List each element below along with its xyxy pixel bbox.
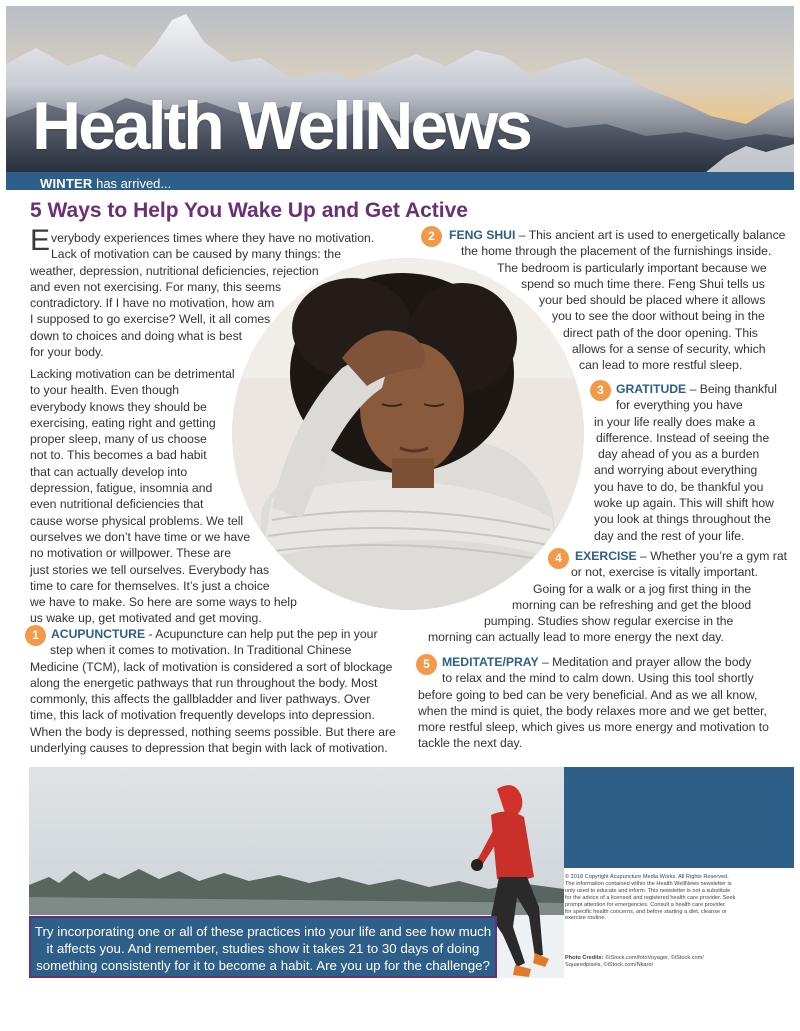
tip-text: – This ancient art is used to energetically balance [515, 228, 786, 242]
credits-text: ©iStock.com/fotoVoyager, ©iStock.com/ [603, 955, 704, 961]
tip-line: pumping. Studies show regular exercise in the [484, 614, 734, 629]
paragraph-line: that can actually develop into [30, 464, 188, 479]
challenge-callout [29, 916, 497, 978]
tip-text: – Being thankful [686, 382, 777, 396]
tip-line: day and the rest of your life. [594, 528, 745, 543]
tip-acupuncture [30, 626, 396, 756]
tip-line: allows for a sense of security, which [572, 342, 766, 357]
paragraph-line: we have to make. So here are some ways to help [30, 595, 297, 610]
season-banner-text [40, 176, 171, 190]
tip-line: direct path of the door opening. This [563, 325, 758, 340]
paragraph-line: exercising, eating right and getting [30, 415, 216, 430]
article-headline: 5 Ways to Help You Wake Up and Get Active [30, 199, 468, 222]
tip-number-badge: 1 [25, 625, 46, 646]
tip-line: day ahead of you as a burden [598, 447, 760, 462]
tip-title: MEDITATE/PRAY [442, 655, 539, 669]
tip-line [30, 626, 396, 642]
intro-line: and even not exercising. For many, this seems [30, 279, 282, 294]
credits-label: Photo Credits: [565, 955, 604, 961]
masthead-title: Health WellNews [32, 88, 530, 164]
tip-line: and worrying about everything [594, 463, 758, 478]
paragraph-line: depression, fatigue, insomnia and [30, 481, 213, 496]
tip-line: to relax and the mind to calm down. Using this tool shortly [442, 671, 754, 686]
tip-line: The bedroom is particularly important because we [497, 260, 767, 275]
season-banner [6, 172, 794, 190]
tip-number-badge: 2 [421, 226, 442, 247]
paragraph-line: no motivation or willpower. These are [30, 546, 231, 561]
tip-title: EXERCISE [575, 549, 637, 563]
tip-line: time, this lack of motivation frequently develops into depression. [30, 708, 375, 723]
tip-line: morning can be refreshing and get the blood [512, 597, 752, 612]
disclaimer-line: exercise routine. [565, 915, 607, 922]
tip-text: – Whether you’re a gym rat [636, 549, 788, 563]
tip-number-badge: 3 [590, 380, 611, 401]
tip-line [428, 548, 787, 564]
intro-line: I supposed to go exercise? Well, it all comes [30, 312, 271, 327]
paragraph-line: proper sleep, many of us choose [30, 432, 207, 447]
tip-line: Medicine (TCM), lack of motivation is considered a sort of blockage [30, 659, 393, 674]
paragraph-line: ourselves we don’t have time or we have [30, 529, 251, 544]
tip-text: - Acupuncture can help put the pep in your [145, 627, 378, 641]
paragraph-line: Lacking motivation can be detrimental [30, 367, 235, 381]
tip-line: along the energetic pathways that run throughout the body. Most [30, 675, 378, 690]
intro-line: weather, depression, nutritional deficiencies, rejection [30, 263, 319, 278]
paragraph-line: everybody knows they should be [30, 399, 207, 414]
tip-line [418, 654, 769, 670]
season-label: WINTER [40, 176, 93, 190]
paragraph-line: not to. This becomes a bad habit [30, 448, 207, 463]
tip-meditate-pray [418, 654, 769, 752]
tip-number-badge: 4 [548, 548, 569, 569]
tip-feng-shui [449, 227, 785, 374]
tip-line: spend so much time there. Feng Shui tells us [521, 276, 765, 291]
disclaimer-line: for specific health concerns, and before starting a diet, cleanse or [565, 908, 727, 915]
tip-line: before going to bed can be very beneficial. And as we all know, [418, 687, 758, 702]
tip-line: for everything you have [616, 398, 743, 413]
intro-line: verybody experiences times where they have no motivation. [51, 231, 375, 245]
tip-line: difference. Instead of seeing the [596, 430, 770, 445]
tip-title: ACUPUNCTURE [51, 627, 146, 641]
disclaimer-line: prompt attention for emergencies. Consult a health care provider [565, 901, 725, 908]
tip-exercise [428, 548, 787, 646]
disclaimer-line: The information contained within the Health WellNews newsletter is [565, 880, 732, 887]
intro-line: down to choices and doing what is best [30, 328, 243, 343]
tip-line: morning can actually lead to more energy the next day. [428, 630, 724, 645]
tip-title: GRATITUDE [616, 382, 687, 396]
tip-line: can lead to more restful sleep. [579, 358, 743, 373]
tip-line: Going for a walk or a jog first thing in the [533, 581, 752, 596]
tip-line: in your life really does make a [594, 414, 756, 429]
credits-line [565, 955, 775, 962]
disclaimer-line: for the advice of a licensed and registered health care provider. Seek [565, 894, 736, 901]
tip-line: the home through the placement of the furnishings inside. [461, 244, 772, 259]
callout-line: it affects you. And remember, studies show it takes 21 to 30 days of doing [46, 941, 480, 956]
disclaimer-line: © 2018 Copyright Acupuncture Media Works. All Rights Reserved. [565, 874, 729, 880]
photo-credits [565, 955, 775, 969]
drop-cap: E [30, 224, 51, 257]
tip-text: – Meditation and prayer allow the body [538, 655, 752, 669]
tip-number-badge: 5 [416, 654, 437, 675]
tip-line: you to see the door without being in the [552, 309, 765, 324]
tip-line [449, 227, 785, 243]
paragraph-line: us wake up, get motivated and get moving. [30, 611, 262, 626]
paragraph-line: cause worse physical problems. We tell [30, 513, 244, 528]
disclaimer-line: only used to educate and inform. This newsletter is not a substitute [565, 887, 731, 894]
tip-line: tackle the next day. [418, 736, 523, 751]
tip-line: When the body is depressed, nothing seems possible. But there are [30, 724, 396, 739]
paragraph-line: just stories we tell ourselves. Everybody has [30, 562, 270, 577]
tip-line: commonly, this affects the gallbladder and liver pathways. Over [30, 692, 371, 707]
tip-line: or not, exercise is vitally important. [571, 565, 758, 580]
footer-color-block [564, 767, 794, 868]
callout-text [31, 923, 495, 974]
callout-line: Try incorporating one or all of these practices into your life and see how much [34, 924, 492, 939]
tip-line: you have to do, be thankful you [594, 479, 764, 494]
paragraph-line: to your health. Even though [30, 383, 180, 398]
tip-title: FENG SHUI [449, 228, 516, 242]
credits-line: Squaredpixels, ©iStock.com/Nkarol [565, 961, 653, 968]
tip-line: woke up again. This will shift how [594, 496, 774, 511]
tip-line: more restful sleep, which gives us more energy and motivation to [418, 720, 769, 735]
callout-line: something consistently for it to become a habit. Are you up for the challenge? [36, 958, 490, 973]
intro-line: contradictory. If I have no motivation, how am [30, 296, 275, 311]
tip-line: your bed should be placed where it allows [539, 293, 766, 308]
intro-line: Lack of motivation can be caused by many things: the [51, 247, 341, 262]
paragraph-line: time to care for themselves. It’s just a choice [30, 578, 270, 593]
season-tagline: has arrived... [92, 176, 172, 190]
paragraph-line: even nutritional deficiencies that [30, 497, 204, 512]
copyright-disclaimer [565, 874, 775, 922]
tip-line [594, 381, 777, 397]
tip-line: when the mind is quiet, the body relaxes more and we get better, [418, 703, 767, 718]
tip-line: underlying causes to depression that begin with lack of motivation. [30, 741, 388, 756]
tip-line: you look at things throughout the [594, 512, 771, 527]
tip-gratitude [594, 381, 777, 544]
masthead-header [6, 6, 794, 190]
intro-line: for your body. [30, 345, 104, 360]
tip-line: step when it comes to motivation. In Traditional Chinese [50, 643, 352, 658]
